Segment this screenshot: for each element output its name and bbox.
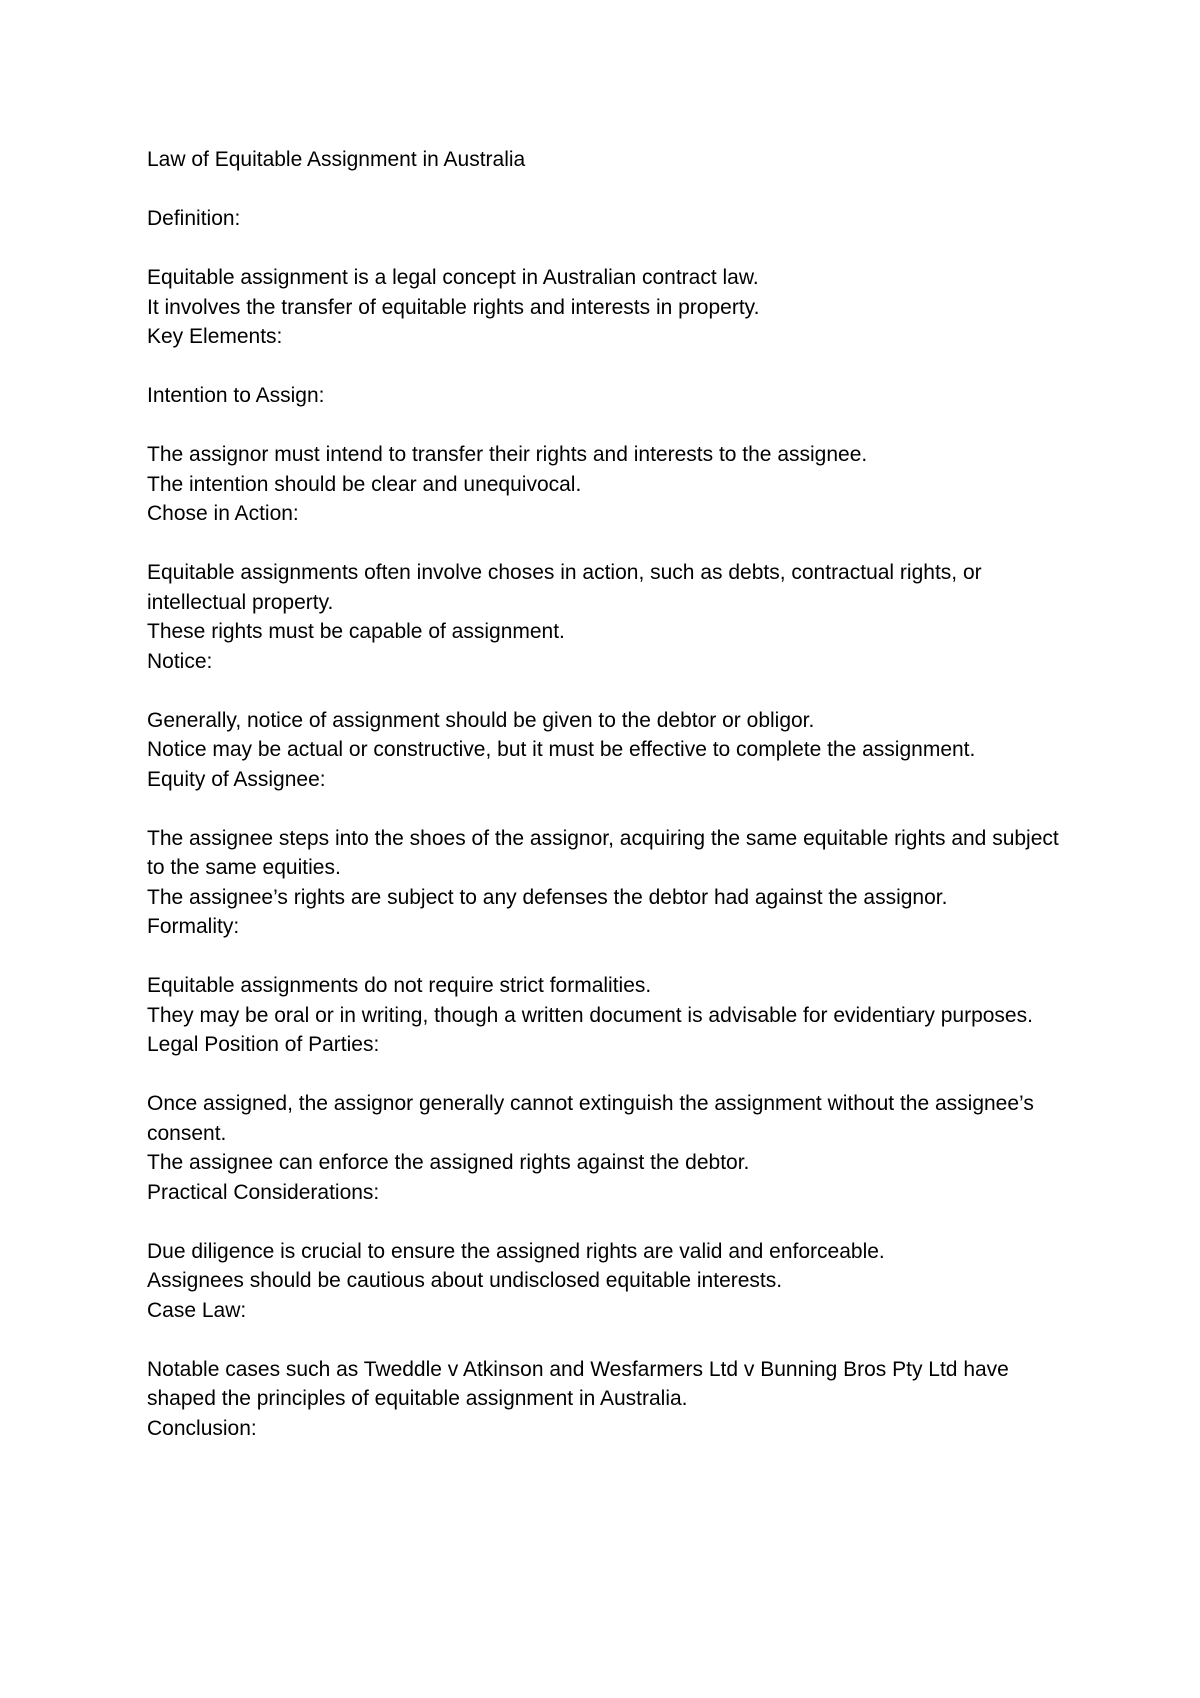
section-heading-definition: Definition: (147, 207, 241, 230)
chose-line: Equitable assignments often involve choses in action, such as debts, contractual rights, or intellectual property. (147, 561, 982, 614)
legal-position-line: The assignee can enforce the assigned rights against the debtor. (147, 1151, 750, 1174)
section-heading-intention: Intention to Assign: (147, 384, 325, 407)
case-law-line: Notable cases such as Tweddle v Atkinson and Wesfarmers Ltd v Bunning Bros Pty Ltd have shaped the principles of equitable assignment in Australia. (147, 1357, 1009, 1410)
legal-position-line: Once assigned, the assignor generally cannot extinguish the assignment without the assignee’s consent. (147, 1092, 1034, 1145)
section-heading-conclusion: Conclusion: (147, 1416, 257, 1440)
definition-line: Equitable assignment is a legal concept in Australian contract law. (147, 266, 759, 289)
section-heading-key-elements: Key Elements: (147, 325, 283, 348)
document-body (147, 145, 1077, 1443)
chose-line: These rights must be capable of assignment. (147, 620, 565, 643)
spacer (147, 794, 1077, 824)
formality-line: They may be oral or in writing, though a written document is advisable for evidentiary purposes. (147, 1003, 1033, 1027)
definition-line: It involves the transfer of equitable rights and interests in property. (147, 295, 760, 319)
notice-line: Generally, notice of assignment should be given to the debtor or obligor. (147, 708, 815, 732)
spacer (147, 411, 1077, 441)
spacer (147, 234, 1077, 264)
spacer (147, 942, 1077, 972)
document-title: Law of Equitable Assignment in Australia (147, 148, 526, 171)
equity-line: The assignee steps into the shoes of the assignor, acquiring the same equitable rights and subject to the same equities. (147, 826, 1059, 879)
section-heading-chose-in-action: Chose in Action: (147, 502, 299, 525)
notice-line: Notice may be actual or constructive, but it must be effective to complete the assignment. (147, 738, 976, 761)
section-heading-notice: Notice: (147, 649, 213, 673)
practical-line: Assignees should be cautious about undisclosed equitable interests. (147, 1269, 783, 1292)
section-heading-legal-position: Legal Position of Parties: (147, 1033, 380, 1056)
intention-line: The assignor must intend to transfer their rights and interests to the assignee. (147, 443, 868, 466)
spacer (147, 1207, 1077, 1237)
spacer (147, 1060, 1077, 1090)
spacer (147, 529, 1077, 559)
spacer (147, 352, 1077, 382)
section-heading-equity-of-assignee: Equity of Assignee: (147, 767, 326, 791)
equity-line: The assignee’s rights are subject to any defenses the debtor had against the assignor. (147, 885, 948, 909)
spacer (147, 676, 1077, 706)
formality-line: Equitable assignments do not require strict formalities. (147, 974, 652, 997)
intention-line: The intention should be clear and unequivocal. (147, 472, 582, 496)
spacer (147, 1325, 1077, 1355)
section-heading-case-law: Case Law: (147, 1298, 247, 1322)
spacer (147, 175, 1077, 205)
section-heading-practical-considerations: Practical Considerations: (147, 1180, 380, 1204)
practical-line: Due diligence is crucial to ensure the assigned rights are valid and enforceable. (147, 1239, 885, 1263)
section-heading-formality: Formality: (147, 915, 240, 938)
